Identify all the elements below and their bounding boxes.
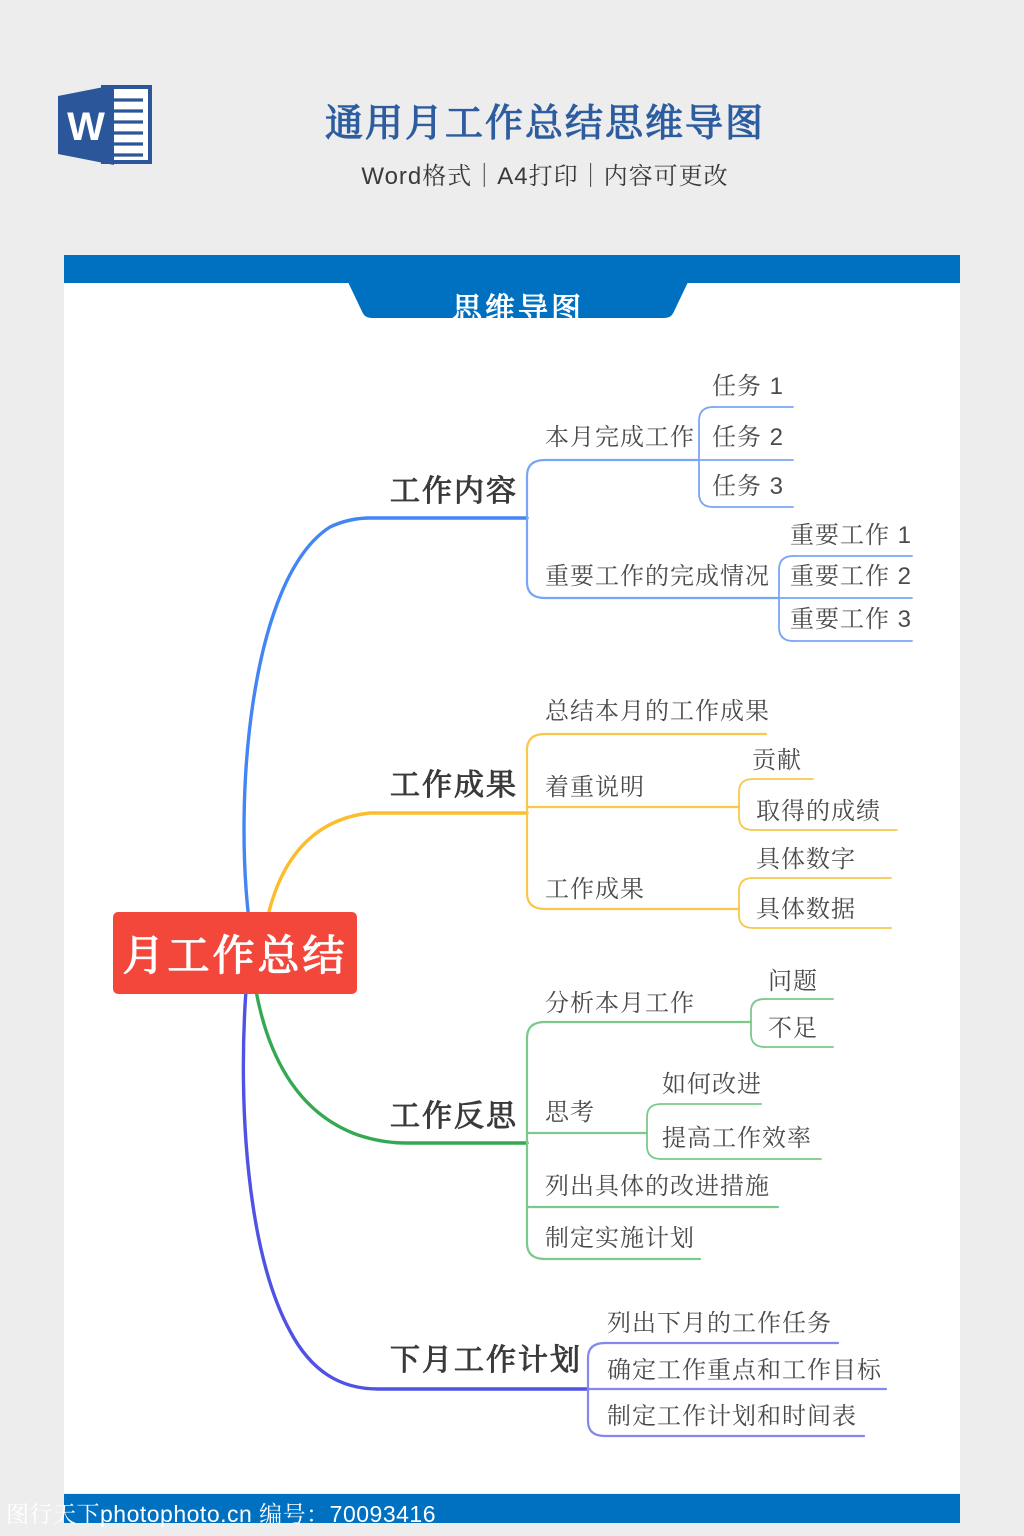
- word-logo-letter: W: [67, 105, 105, 149]
- node-task-2: 任务 2: [712, 424, 785, 451]
- root-node: [113, 912, 357, 994]
- node-summarize-month-results: 总结本月的工作成果: [545, 698, 770, 725]
- node-achievements: 取得的成绩: [756, 798, 881, 825]
- node-list-improvement-measures: 列出具体的改进措施: [545, 1173, 770, 1200]
- node-make-implementation-plan: 制定实施计划: [545, 1225, 695, 1252]
- node-emphasis: 着重说明: [545, 774, 645, 801]
- branch-work-content-label: 工作内容: [390, 475, 518, 508]
- node-specific-numbers: 具体数字: [756, 846, 856, 873]
- node-define-priorities-goals: 确定工作重点和工作目标: [607, 1357, 882, 1384]
- page-subtitle: Word格式｜A4打印｜内容可更改: [361, 163, 729, 190]
- branch-work-reflection-lines: [255, 985, 833, 1259]
- node-important-work-1: 重要工作 1: [790, 522, 913, 549]
- branch-next-month-plan-label: 下月工作计划: [390, 1344, 582, 1377]
- banner-title: 思维导图: [452, 293, 584, 326]
- node-work-results-sub: 工作成果: [545, 876, 645, 903]
- node-task-1: 任务 1: [712, 373, 785, 400]
- root-node-label: 月工作总结: [122, 932, 348, 979]
- node-important-work-completion: 重要工作的完成情况: [545, 563, 770, 590]
- node-improve-efficiency: 提高工作效率: [662, 1125, 812, 1152]
- node-important-work-2: 重要工作 2: [790, 563, 913, 590]
- node-contribution: 贡献: [752, 747, 802, 774]
- node-how-to-improve: 如何改进: [662, 1071, 762, 1098]
- node-shortcomings: 不足: [768, 1015, 818, 1042]
- node-specific-data: 具体数据: [756, 896, 856, 923]
- node-task-3: 任务 3: [712, 473, 785, 500]
- node-problems: 问题: [768, 968, 818, 995]
- branch-work-reflection-label: 工作反思: [390, 1100, 518, 1133]
- node-list-next-month-tasks: 列出下月的工作任务: [607, 1310, 832, 1337]
- node-thinking: 思考: [545, 1099, 595, 1126]
- node-month-completed-work: 本月完成工作: [545, 424, 695, 451]
- node-analyze-month-work: 分析本月工作: [545, 990, 695, 1017]
- node-make-plan-timetable: 制定工作计划和时间表: [607, 1403, 857, 1430]
- branch-work-results-label: 工作成果: [390, 769, 518, 802]
- page-title: 通用月工作总结思维导图: [324, 103, 765, 145]
- footer-watermark: 图行天下photophoto.cn 编号：70093416: [6, 1501, 437, 1527]
- node-important-work-3: 重要工作 3: [790, 606, 913, 633]
